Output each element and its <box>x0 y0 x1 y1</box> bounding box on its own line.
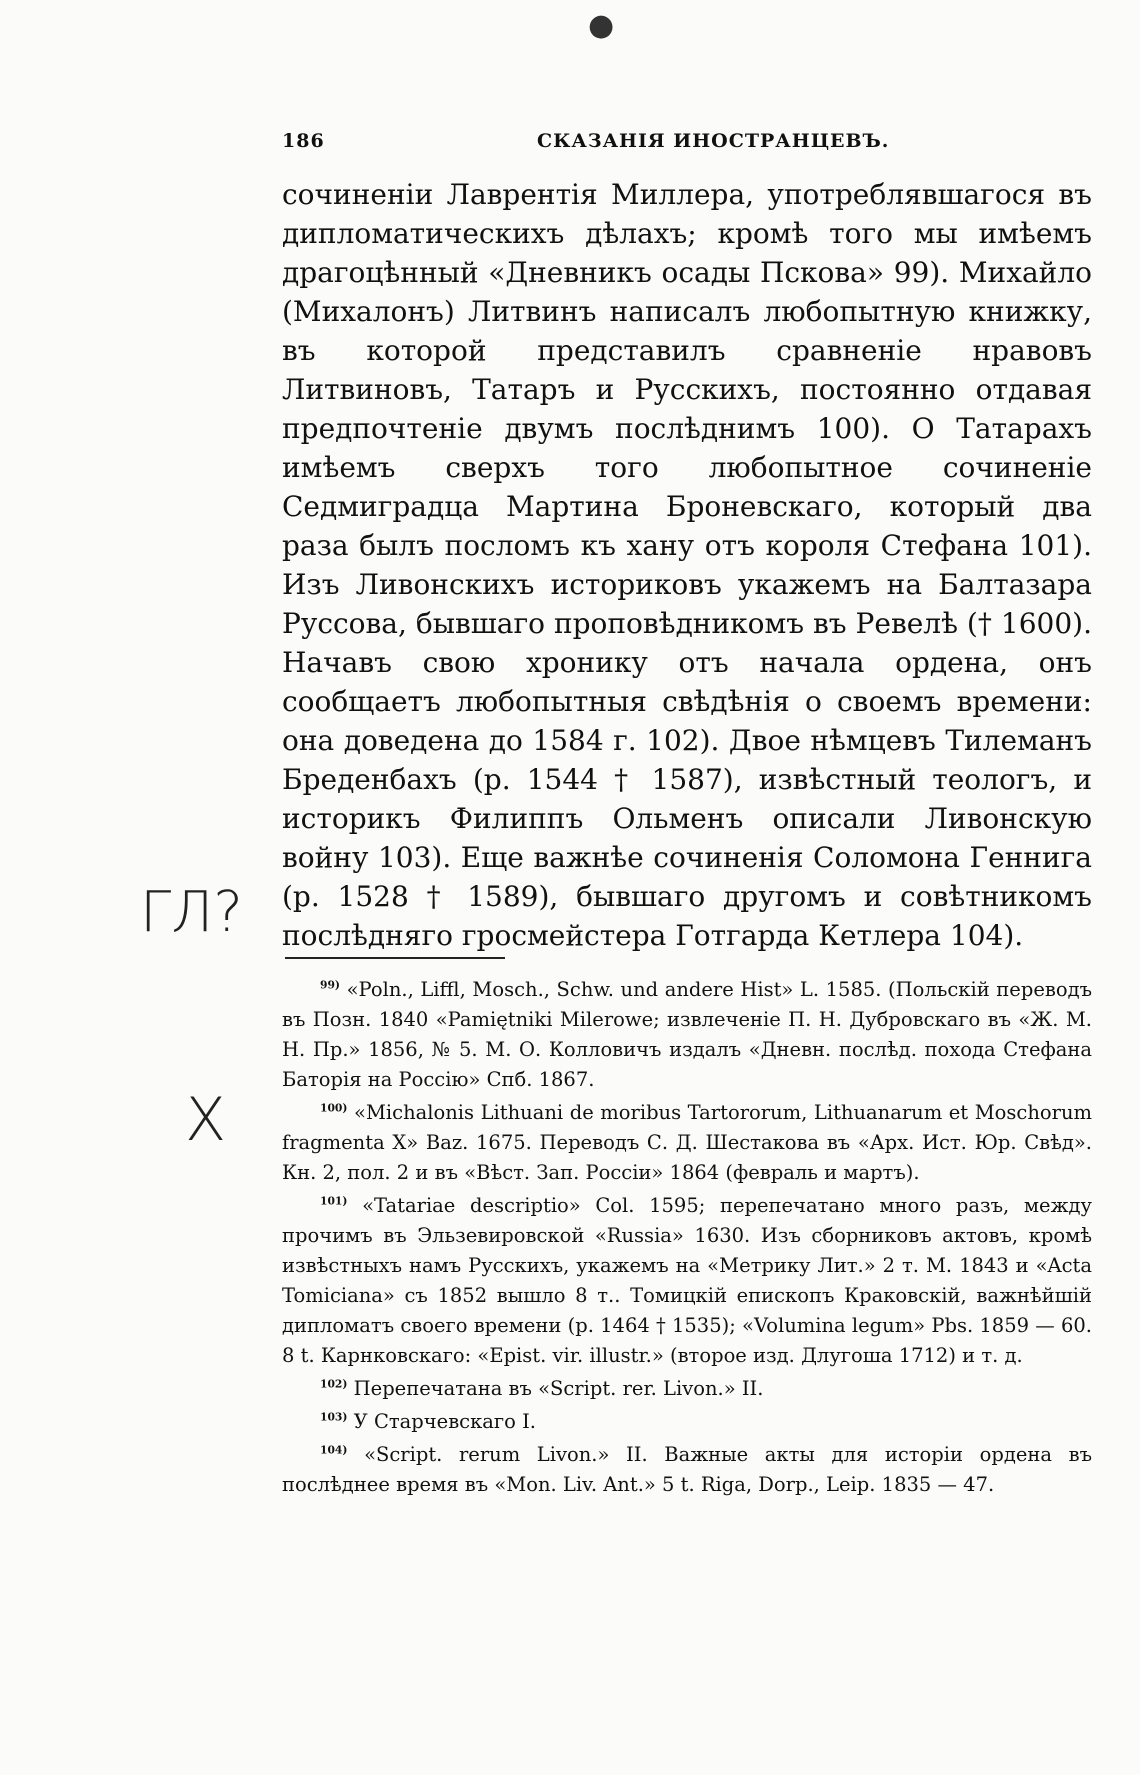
footnotes <box>282 975 1092 1503</box>
footnote-103: $^{103)}$ У Старчевскаго I. <box>320 1410 536 1433</box>
handwritten-cross-mark: X <box>185 1085 227 1155</box>
running-header <box>282 130 1092 160</box>
page-number: 186 <box>282 130 325 152</box>
footnote-104: $^{104)}$ «Script. rerum Livon.» II. Важные акты для исторіи ордена въ послѣднее время въ «Mon. Liv. Ant.» 5 t. Riga, Dorp., Leip. 1835 — 47. <box>282 1443 1092 1496</box>
footnote-100: $^{100)}$ «Michalonis Lithuani de moribus Tartororum, Lithuanarum et Moschorum fragmenta X» Baz. 1675. Переводъ С. Д. Шестакова въ «Арх. Ист. Юр. Свѣд». Кн. 2, пол. 2 и въ «Вѣст. Зап. Россіи» 1864 (февраль и мартъ). <box>282 1101 1092 1184</box>
footnote-102: $^{102)}$ Перепечатана въ «Script. rer. Livon.» II. <box>320 1377 764 1400</box>
main-text <box>282 175 1092 955</box>
ink-spot: ● <box>588 8 615 43</box>
footnote-separator <box>285 957 505 959</box>
body-paragraph: сочиненіи Лаврентія Миллера, употреблявшагося въ дипломатическихъ дѣлахъ; кромѣ того мы имѣемъ драгоцѣнный «Дневникъ осады Пскова» 99). Михайло (Михалонъ) Литвинъ написалъ любопытную книжку, въ которой представилъ сравненіе нравовъ Литвиновъ, Татаръ и Русскихъ, постоянно отдавая предпочтеніе двумъ послѣднимъ 100). О Татарахъ имѣемъ сверхъ того любопытное сочиненіе Седмиградца Мартина Броневскаго, который два раза былъ посломъ къ хану отъ короля Стефана 101). Изъ Ливонскихъ историковъ укажемъ на Балтазара Руссова, бывшаго проповѣдникомъ въ Ревелѣ († 1600). Начавъ свою хронику отъ начала ордена, онъ сообщаетъ любопытныя свѣдѣнія о своемъ времени: она доведена до 1584 г. 102). Двое нѣмцевъ Тилеманъ Бреденбахъ (р. 1544 † 1587), извѣстный теологъ, и историкъ Филиппъ Ольменъ описали Ливонскую войну 103). Еще важнѣе сочиненія Соломона Геннига (р. 1528 † 1589), бывшаго другомъ и совѣтникомъ послѣдняго гросмейстера Готгарда Кетлера 104). <box>282 178 1092 952</box>
footnote-101: $^{101)}$ «Tatariae descriptio» Col. 1595; перепечатано много разъ, между прочимъ въ Эльзевировской «Russia» 1630. Изъ сборниковъ актовъ, кромѣ извѣстныхъ намъ Русскихъ, укажемъ на «Метрику Лит.» 2 т. М. 1843 и «Acta Tomiciana» съ 1852 вышло 8 т.. Томицкій епископъ Краковскій, важнѣйшій дипломатъ своего времени (р. 1464 † 1535); «Volumina legum» Pbs. 1859 — 60. 8 t. Карнковскаго: «Epist. vir. illustr.» (второе изд. Длугоша 1712) и т. д. <box>282 1194 1092 1367</box>
handwritten-margin-note: ГЛ? <box>140 880 244 945</box>
footnote-99: $^{99)}$ «Poln., Liffl, Mosch., Schw. und andere Hist» L. 1585. (Польскій переводъ въ Позн. 1840 «Pamiętniki Milerowe; извлеченіе П. Н. Дубровскаго въ «Ж. М. Н. Пр.» 1856, № 5. М. О. Колловичъ издалъ «Дневн. послѣд. похода Стефана Баторія на Россію» Спб. 1867. <box>282 978 1092 1091</box>
running-title: СКАЗАНІЯ ИНОСТРАНЦЕВЪ. <box>537 130 890 152</box>
